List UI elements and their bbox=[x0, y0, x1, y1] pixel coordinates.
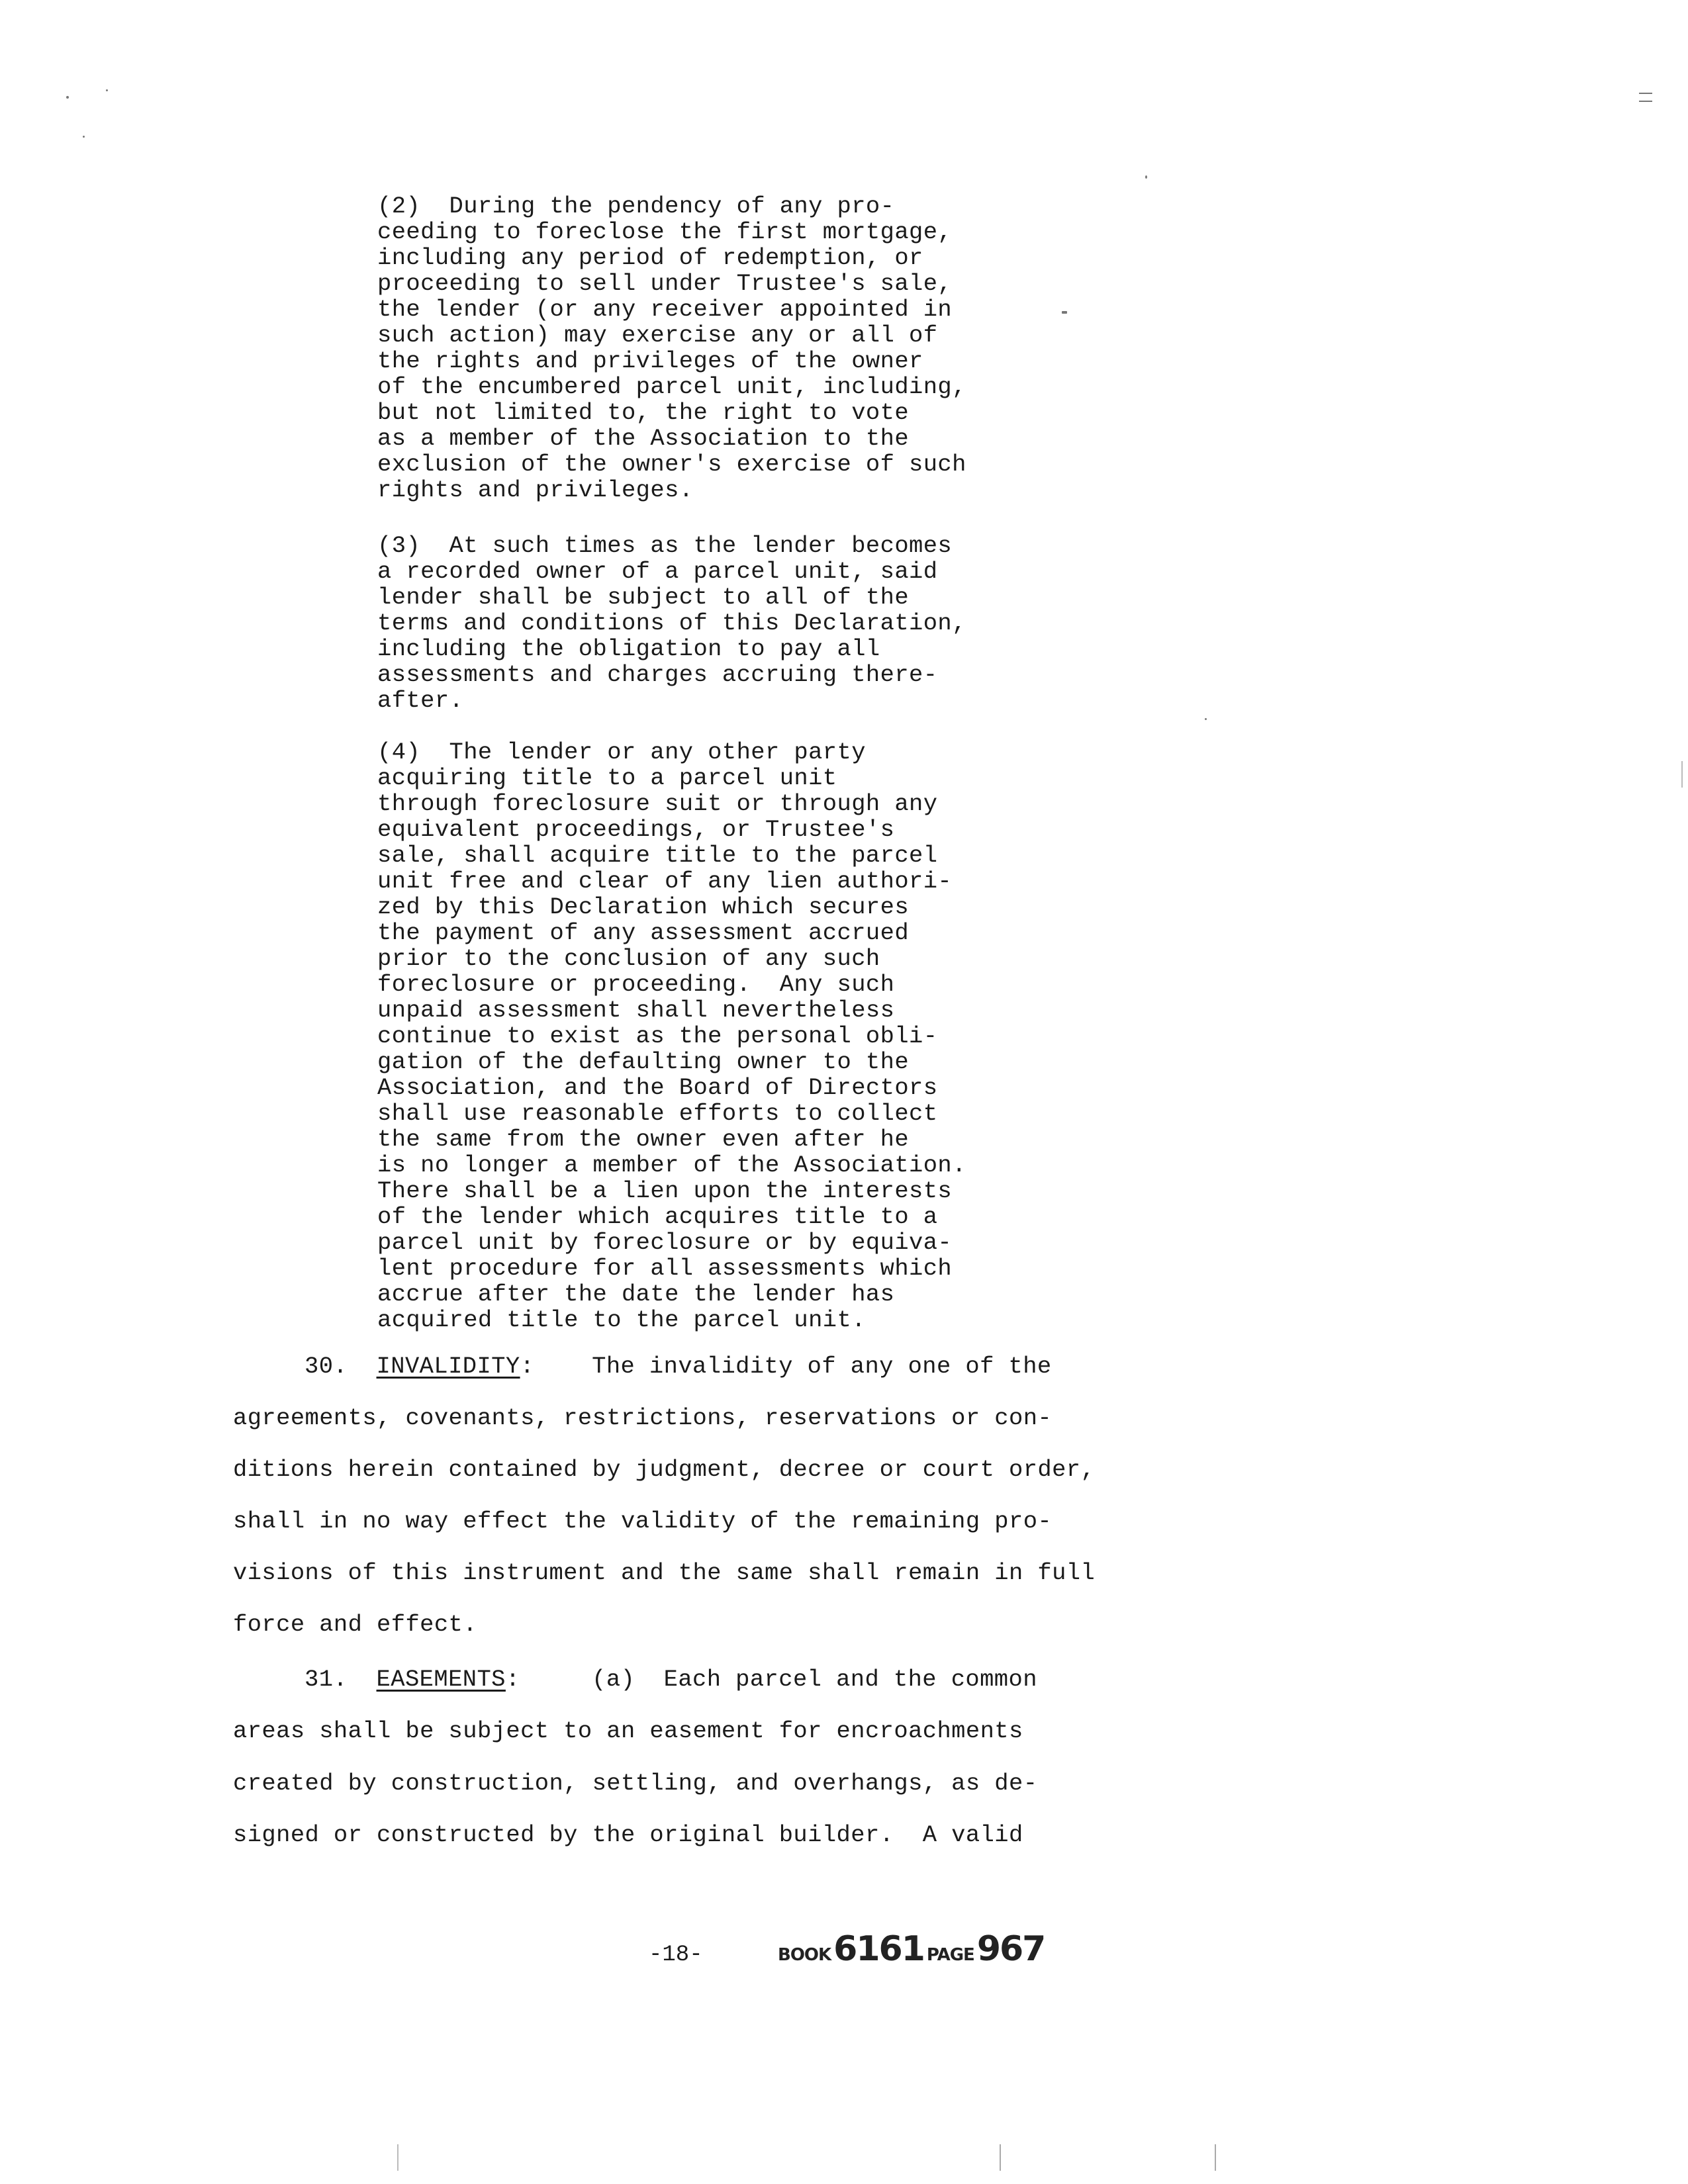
paragraph-line: sale, shall acquire title to the parcel bbox=[377, 842, 938, 869]
paragraph-line: rights and privileges. bbox=[377, 477, 694, 504]
paragraph-line: terms and conditions of this Declaration, bbox=[377, 610, 966, 637]
paragraph-line: foreclosure or proceeding. Any such bbox=[377, 971, 895, 998]
section-30-line: shall in no way effect the validity of the remaining pro- bbox=[233, 1508, 1053, 1535]
section-31-first-line-text: : (a) Each parcel and the common bbox=[505, 1666, 1037, 1693]
section-31-line: areas shall be subject to an easement for encroachments bbox=[233, 1717, 1023, 1745]
page-ref: 967 bbox=[976, 1929, 1045, 1969]
scan-speck bbox=[397, 2144, 399, 2171]
book-label: BOOK bbox=[778, 1945, 831, 1965]
paragraph-line: unpaid assessment shall nevertheless bbox=[377, 997, 895, 1024]
scan-speck bbox=[1215, 2144, 1216, 2171]
section-30-first-line-text: : The invalidity of any one of the bbox=[520, 1353, 1052, 1380]
section-31-first-line bbox=[305, 1666, 1037, 1693]
section-30-line: force and effect. bbox=[233, 1611, 477, 1638]
scan-speck bbox=[83, 136, 85, 138]
paragraph-line: is no longer a member of the Association. bbox=[377, 1152, 966, 1179]
paragraph-line: There shall be a lien upon the interests bbox=[377, 1177, 953, 1205]
paragraph-line: exclusion of the owner's exercise of such bbox=[377, 451, 966, 478]
paragraph-line: prior to the conclusion of any such bbox=[377, 945, 880, 972]
scan-speck bbox=[66, 96, 69, 99]
section-31-line: signed or constructed by the original builder. A valid bbox=[233, 1821, 1023, 1848]
paragraph-line: including any period of redemption, or bbox=[377, 244, 923, 271]
paragraph-4 bbox=[377, 739, 1039, 1333]
paragraph-line: the payment of any assessment accrued bbox=[377, 919, 910, 946]
paragraph-2 bbox=[377, 193, 1039, 503]
section-30-first-line bbox=[305, 1353, 1052, 1380]
paragraph-line: lent procedure for all assessments which bbox=[377, 1255, 953, 1282]
section-31-heading: EASEMENTS bbox=[376, 1666, 506, 1693]
paragraph-line: shall use reasonable efforts to collect bbox=[377, 1100, 938, 1127]
book-number: 6161 bbox=[833, 1929, 924, 1969]
paragraph-line: lender shall be subject to all of the bbox=[377, 584, 910, 611]
paragraph-line: through foreclosure suit or through any bbox=[377, 790, 938, 817]
paragraph-line: equivalent proceedings, or Trustee's bbox=[377, 816, 895, 843]
scan-speck bbox=[1639, 101, 1652, 102]
scan-speck bbox=[1205, 718, 1207, 720]
paragraph-line: accrue after the date the lender has bbox=[377, 1281, 895, 1308]
paragraph-line: the same from the owner even after he bbox=[377, 1126, 910, 1153]
paragraph-line: of the encumbered parcel unit, including, bbox=[377, 373, 966, 400]
page-number: -18- bbox=[649, 1942, 703, 1968]
section-30-line: ditions herein contained by judgment, decree or court order, bbox=[233, 1456, 1096, 1483]
paragraph-line: (2) During the pendency of any pro- bbox=[377, 193, 895, 220]
paragraph-line: proceeding to sell under Trustee's sale, bbox=[377, 270, 953, 297]
paragraph-3 bbox=[377, 533, 1039, 713]
section-30-line: visions of this instrument and the same shall remain in full bbox=[233, 1559, 1096, 1586]
section-30-line: agreements, covenants, restrictions, reservations or con- bbox=[233, 1404, 1053, 1432]
paragraph-line: assessments and charges accruing there- bbox=[377, 661, 938, 688]
paragraph-line: the rights and privileges of the owner bbox=[377, 347, 923, 375]
scan-speck bbox=[106, 89, 108, 91]
scan-speck bbox=[1681, 761, 1683, 788]
section-30-heading: INVALIDITY bbox=[376, 1353, 520, 1380]
paragraph-line: after. bbox=[377, 687, 464, 714]
scan-speck bbox=[1639, 93, 1652, 94]
section-31-line: created by construction, settling, and overhangs, as de- bbox=[233, 1770, 1038, 1797]
section-30-number: 30. bbox=[305, 1353, 348, 1380]
section-31-number: 31. bbox=[305, 1666, 348, 1693]
paragraph-line: as a member of the Association to the bbox=[377, 425, 910, 452]
paragraph-line: continue to exist as the personal obli- bbox=[377, 1023, 938, 1050]
page-label: PAGE bbox=[926, 1945, 974, 1965]
paragraph-line: but not limited to, the right to vote bbox=[377, 399, 910, 426]
paragraph-line: ceeding to foreclose the first mortgage, bbox=[377, 218, 953, 246]
paragraph-line: zed by this Declaration which secures bbox=[377, 893, 910, 921]
paragraph-line: of the lender which acquires title to a bbox=[377, 1203, 938, 1230]
paragraph-line: such action) may exercise any or all of bbox=[377, 322, 938, 349]
paragraph-line: (4) The lender or any other party bbox=[377, 739, 866, 766]
paragraph-line: unit free and clear of any lien authori- bbox=[377, 868, 953, 895]
paragraph-line: (3) At such times as the lender becomes bbox=[377, 532, 953, 559]
paragraph-line: acquiring title to a parcel unit bbox=[377, 764, 837, 792]
paragraph-line: the lender (or any receiver appointed in bbox=[377, 296, 953, 323]
paragraph-line: acquired title to the parcel unit. bbox=[377, 1306, 866, 1334]
scan-speck bbox=[1000, 2144, 1001, 2171]
paragraph-line: parcel unit by foreclosure or by equiva- bbox=[377, 1229, 953, 1256]
scan-speck bbox=[1145, 175, 1147, 179]
paragraph-line: Association, and the Board of Directors bbox=[377, 1074, 938, 1101]
book-page-stamp bbox=[778, 1929, 1047, 1969]
paragraph-line: a recorded owner of a parcel unit, said bbox=[377, 558, 938, 585]
paragraph-line: including the obligation to pay all bbox=[377, 635, 880, 662]
scan-speck bbox=[1062, 311, 1067, 314]
paragraph-line: gation of the defaulting owner to the bbox=[377, 1048, 910, 1075]
